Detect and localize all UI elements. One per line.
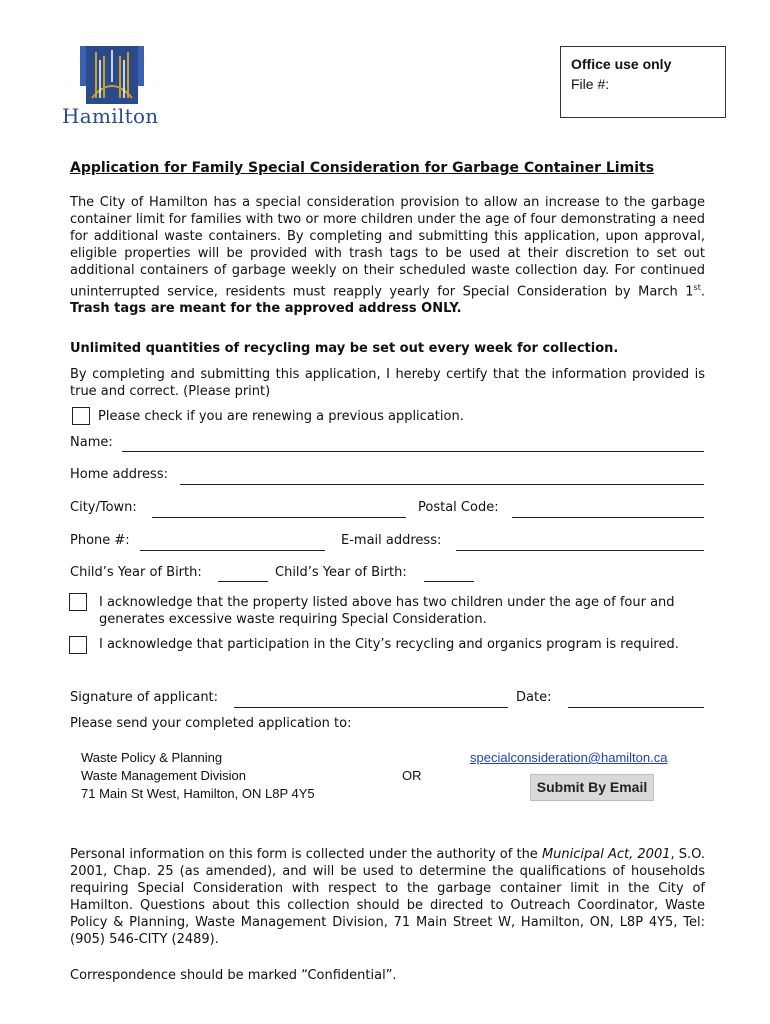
intro-text-end: . — [700, 284, 705, 300]
submit-by-email-button[interactable]: Submit By Email — [530, 774, 654, 801]
ack2-text: I acknowledge that participation in the City’s recycling and organics program is required. — [99, 637, 679, 652]
privacy-text-1: Personal information on this form is collected under the authority of the — [70, 847, 542, 862]
ack1-checkbox[interactable] — [69, 593, 87, 611]
privacy-paragraph — [70, 846, 705, 948]
signature-label: Signature of applicant: — [70, 690, 219, 705]
postal-code-field[interactable] — [512, 517, 704, 518]
name-field[interactable] — [122, 451, 704, 452]
phone-field[interactable] — [140, 550, 325, 551]
child1-year-label: Child’s Year of Birth: — [70, 565, 202, 580]
address-line2: Waste Management Division — [81, 768, 246, 783]
address-line1: Waste Policy & Planning — [81, 750, 223, 765]
child2-year-label: Child’s Year of Birth: — [275, 565, 407, 580]
email-link[interactable]: specialconsideration@hamilton.ca — [470, 750, 668, 765]
ack1-text: I acknowledge that the property listed above has two children under the age of four and generates excessive waste requiring Special Consideration. — [99, 595, 675, 627]
name-label: Name: — [70, 435, 113, 450]
ack2-checkbox[interactable] — [69, 636, 87, 654]
correspondence-note: Correspondence should be marked “Confidential”. — [70, 968, 397, 983]
office-use-box — [560, 46, 726, 118]
email-label: E-mail address: — [341, 533, 442, 548]
date-label: Date: — [516, 690, 552, 705]
date-field[interactable] — [568, 707, 704, 708]
form-title: Application for Family Special Consideration for Garbage Container Limits — [70, 160, 655, 176]
home-address-field[interactable] — [180, 484, 704, 485]
signature-field[interactable] — [234, 707, 508, 708]
or-label: OR — [402, 768, 422, 783]
privacy-text-2: , S.O. 2001, Chap. 25 (as amended), and will be used to determine the qualifications of households requiring Special Consideration with respect to the garbage container limit in the City of Hamilton. Questions about this collection should be directed to Outreach Coordinator, Waste Policy & Planning, Waste Management Division, 71 Main Street W, Hamilton, ON, L8P 4Y5, Tel: (905) 546-CITY (2489). — [70, 847, 705, 947]
renew-checkbox[interactable] — [72, 407, 90, 425]
address-line3: 71 Main St West, Hamilton, ON L8P 4Y5 — [81, 786, 315, 801]
intro-bold-note: Trash tags are meant for the approved address ONLY. — [70, 301, 462, 317]
send-to-label: Please send your completed application to: — [70, 716, 352, 731]
child2-year-field[interactable] — [424, 581, 474, 582]
city-label: City/Town: — [70, 500, 137, 515]
renew-label: Please check if you are renewing a previous application. — [98, 409, 464, 424]
postal-code-label: Postal Code: — [418, 500, 499, 515]
intro-text: The City of Hamilton has a special consideration provision to allow an increase to the garbage container limit for families with two or more children under the age of four demonstrating a need for additional waste containers. By completing and submitting this application, upon approval, eligible properties will be provided with trash tags to be used at their discretion to set out additional containers of garbage weekly on their scheduled waste collection day. For continued uninterrupted service, residents must reapply yearly for Special Consideration by March 1 — [70, 195, 705, 300]
file-number-label: File #: — [571, 76, 610, 92]
privacy-act-name: Municipal Act, 2001 — [541, 847, 671, 862]
intro-paragraph — [70, 194, 705, 317]
logo-wordmark: Hamilton — [62, 104, 159, 128]
city-field[interactable] — [152, 517, 406, 518]
recycling-note: Unlimited quantities of recycling may be set out every week for collection. — [70, 341, 619, 356]
certify-text: By completing and submitting this application, I hereby certify that the information provided is true and correct. (Please print) — [70, 367, 705, 399]
email-field[interactable] — [456, 550, 704, 551]
child1-year-field[interactable] — [218, 581, 268, 582]
phone-label: Phone #: — [70, 533, 130, 548]
intro-sup: st — [693, 283, 701, 292]
mailing-address — [81, 749, 315, 803]
home-address-label: Home address: — [70, 467, 168, 482]
office-use-title: Office use only — [571, 56, 672, 72]
